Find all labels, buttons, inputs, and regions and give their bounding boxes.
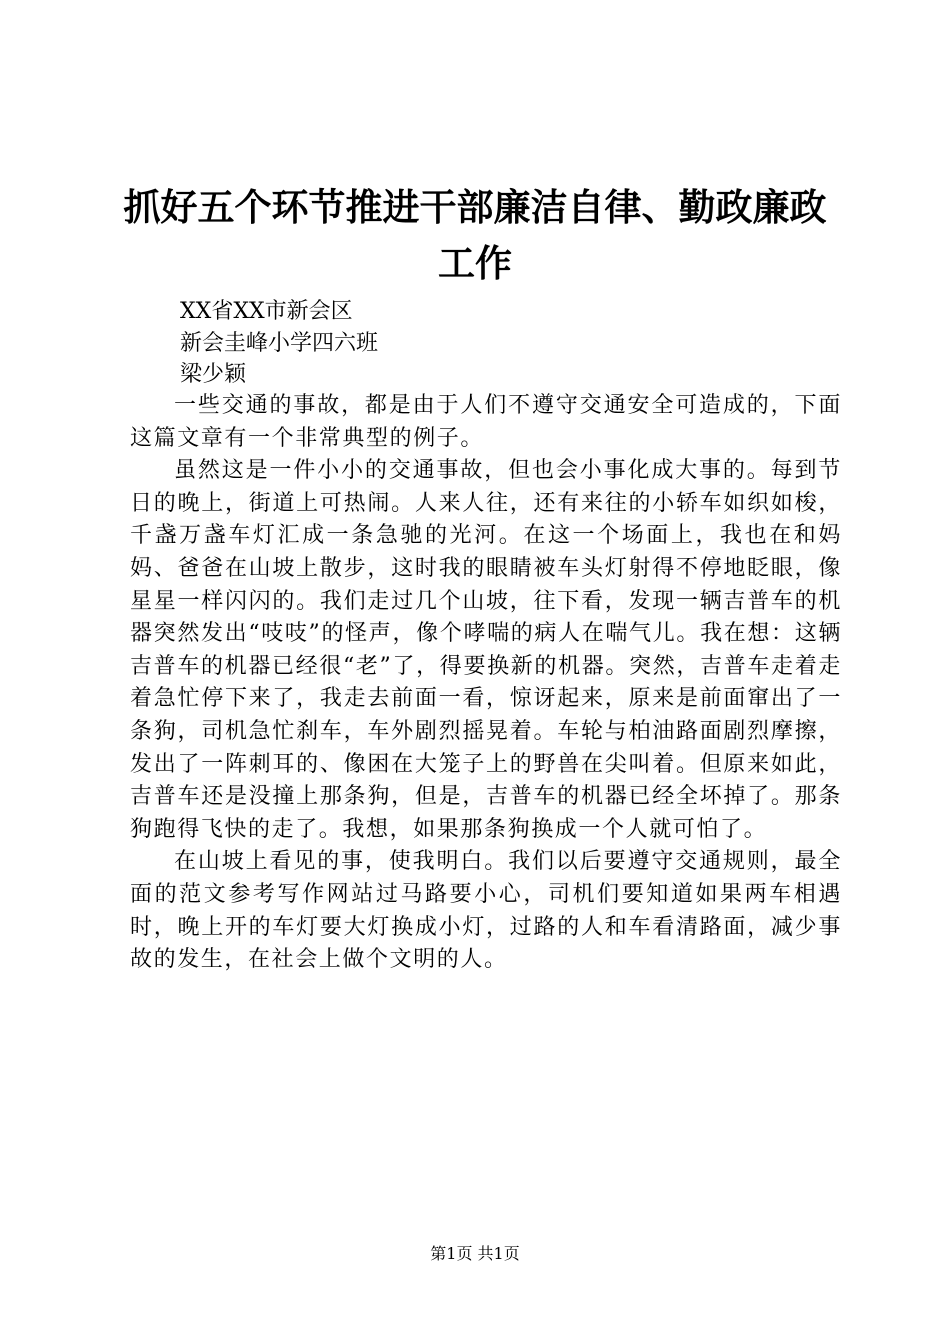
paragraph-conclusion: 在山坡上看见的事，使我明白。我们以后要遵守交通规则，最全面的范文参考写作网站过马路要小心，司机们要知道如果两车相遇时，晚上开的车灯要大灯换成小灯，过路的人和车看清路面，减少事故的发生，在社会上做个文明的人。: [130, 849, 842, 973]
paragraph-story: 虽然这是一件小小的交通事故，但也会小事化成大事的。每到节日的晚上，街道上可热闹。人来人往，还有来往的小轿车如织如梭，千盏万盏车灯汇成一条急驰的光河。在这一个场面上，我也在和妈妈、爸爸在山坡上散步，这时我的眼睛被车头灯射得不停地眨眼，像星星一样闪闪的。我们走过几个山坡，往下看，发现一辆吉普车的机器突然发出“吱吱”的怪声，像个哮喘的病人在喘气儿。我在想：这辆吉普车的机器已经很“老”了，得要换新的机器。突然，吉普车走着走着急忙停下来了，我走去前面一看，惊讶起来，原来是前面窜出了一条狗，司机急忙刹车，车外剧烈摇晃着。车轮与柏油路面剧烈摩擦，发出了一阵刺耳的、像困在大笼子上的野兽在尖叫着。但原来如此，吉普车还是没撞上那条狗，但是，吉普车的机器已经全坏掉了。那条狗跑得飞快的走了。我想，如果那条狗换成一个人就可怕了。: [130, 458, 842, 842]
paragraph-intro: 一些交通的事故，都是由于人们不遵守交通安全可造成的，下面这篇文章有一个非常典型的例子。: [130, 393, 842, 451]
document-title: 抓好五个环节推进干部廉洁自律、勤政廉政工作: [123, 186, 827, 285]
page-number: 第1页 共1页: [430, 1244, 520, 1263]
author-school: 新会圭峰小学四六班: [180, 331, 379, 356]
article-body: [130, 390, 842, 977]
author-location: XX省XX市新会区: [180, 299, 353, 324]
author-name: 梁少颖: [180, 362, 247, 387]
